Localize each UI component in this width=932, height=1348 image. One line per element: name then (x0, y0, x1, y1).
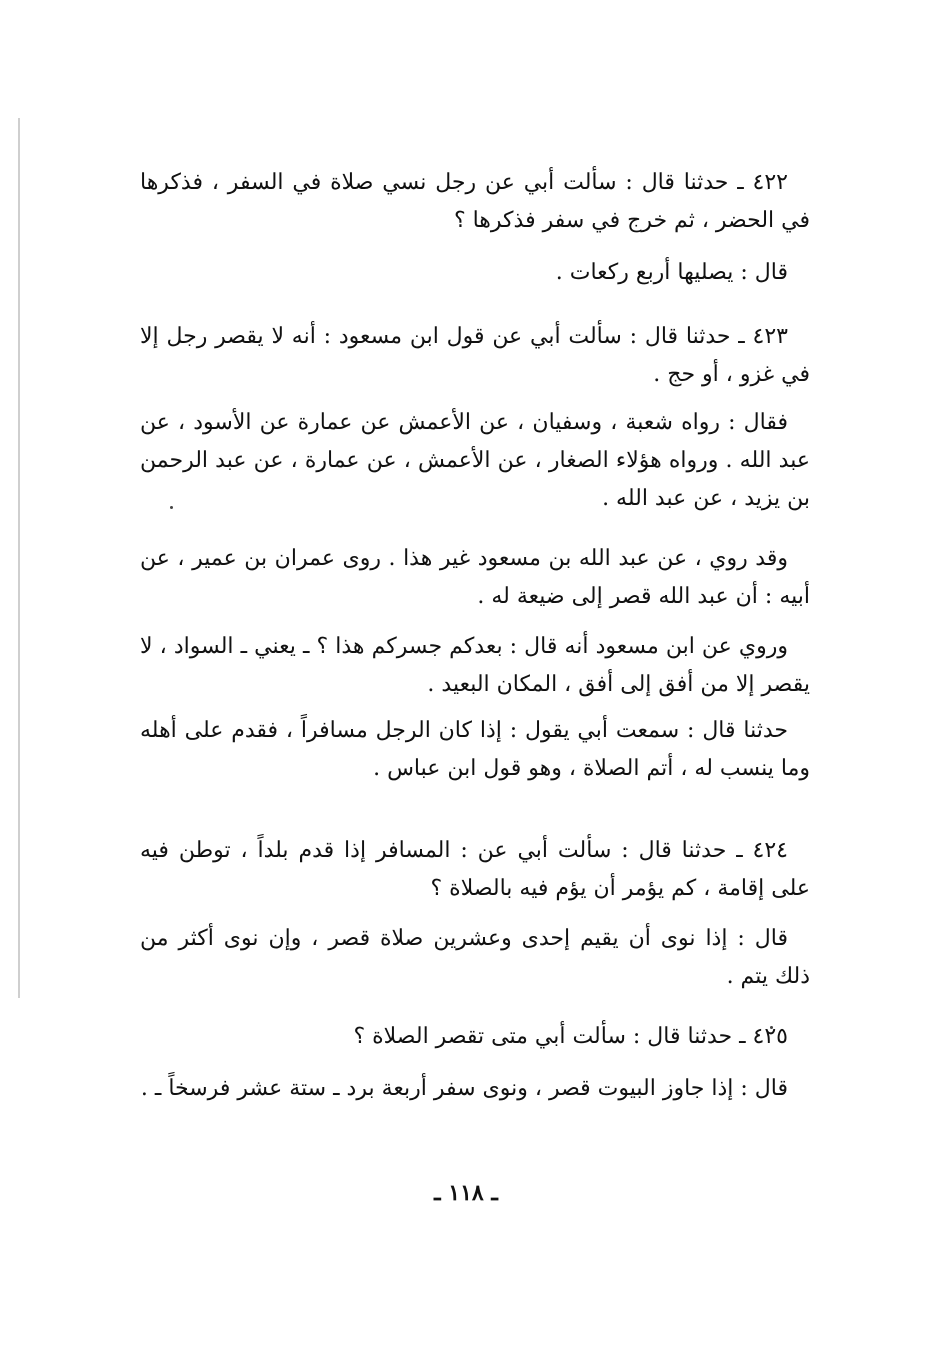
narration-ibn-abbas-text: حدثنا قال : سمعت أبي يقول : إذا كان الرجل مسافراً ، فقدم على أهله وما ينسب له ، أتم الصلاة ، وهو قول ابن عباس . (140, 718, 810, 781)
question-424: ٤٢٤ ـ حدثنا قال : سألت أبي عن : المسافر إذا قدم بلداً ، توطن فيه على إقامة ، كم يؤمر أن يؤم فيه بالصلاة ؟ (140, 838, 810, 901)
answer-423-block (140, 404, 810, 518)
question-422: ٤٢٢ ـ حدثنا قال : سألت أبي عن رجل نسي صلاة في السفر ، فذكرها في الحضر ، ثم خرج في سفر فذكرها ؟ (140, 170, 810, 233)
answer-424: قال : إذا نوى أن يقيم إحدى وعشرين صلاة قصر ، وإن نوى أكثر من ذلك يتم . (140, 926, 810, 989)
answer-424-block (140, 920, 810, 996)
question-425: ٤٢٥ ـ حدثنا قال : سألت أبي متى تقصر الصلاة ؟ (353, 1024, 788, 1049)
paragraph-424 (140, 832, 810, 908)
narration-ibn-masud (140, 628, 810, 704)
paragraph-425 (140, 1018, 810, 1056)
narration-ibn-abbas (140, 712, 810, 788)
page-edge-line (18, 118, 20, 998)
question-423: ٤٢٣ ـ حدثنا قال : سألت أبي عن قول ابن مسعود : أنه لا يقصر رجل إلا في غزو ، أو حج . (140, 324, 810, 387)
answer-422-block (140, 254, 810, 292)
page-number: ـ ١١٨ ـ (434, 1180, 498, 1206)
narration-umran-text: وقد روي ، عن عبد الله بن مسعود غير هذا . روى عمران بن عمير ، عن أبيه : أن عبد الله قصر إلى ضيعة له . (140, 546, 810, 609)
paragraph-422 (140, 164, 810, 240)
answer-423: فقال : رواه شعبة ، وسفيان ، عن الأعمش عن عمارة عن الأسود ، عن عبد الله . ورواه هؤلاء الصغار ، عن الأعمش ، عن عمارة ، عن عبد الرحمن بن يزيد ، عن عبد الله . (140, 410, 810, 511)
answer-425: قال : إذا جاوز البيوت قصر ، ونوى سفر أربعة برد ـ ستة عشر فرسخاً ـ . (140, 1076, 788, 1101)
narration-umran (140, 540, 810, 616)
narration-ibn-masud-text: وروي عن ابن مسعود أنه قال : بعدكم جسركم هذا ؟ ـ يعني ـ السواد ، لا يقصر إلا من أفق إلى أفق ، المكان البعيد . (140, 634, 810, 697)
answer-425-block (140, 1070, 810, 1108)
answer-422: قال : يصليها أربع ركعات . (555, 260, 788, 285)
paragraph-423 (140, 318, 810, 394)
